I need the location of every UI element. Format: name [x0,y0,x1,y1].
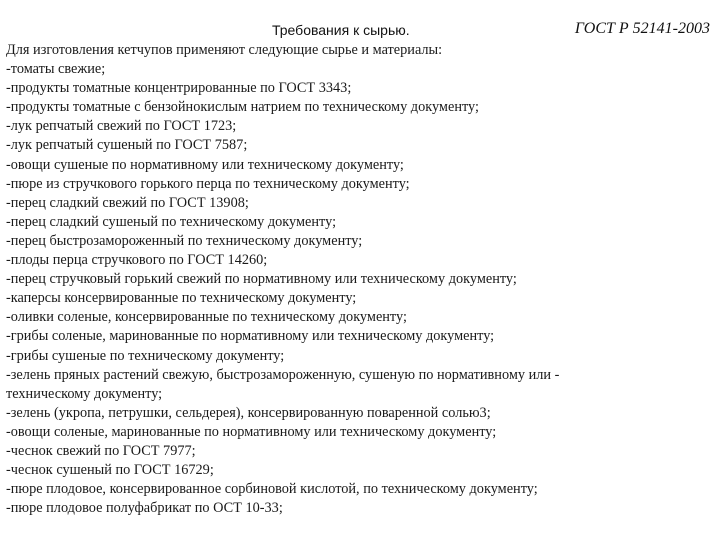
list-item: -чеснок сушеный по ГОСТ 16729; [6,462,214,479]
list-item: -грибы соленые, маринованные по нормативному или техническому документу; [6,328,495,345]
standard-code: ГОСТ Р 52141-2003 [574,20,710,37]
list-item: -чеснок свежий по ГОСТ 7977; [6,442,196,459]
list-item: -каперсы консервированные по техническому документу; [6,290,357,307]
list-item: -перец сладкий сушеный по техническому документу; [6,213,337,230]
list-item: -овощи сушеные по нормативному или техническому документу; [6,156,404,173]
list-item-continuation: техническому документу; [6,385,163,402]
list-item: -перец стручковый горький свежий по нормативному или техническому документу; [6,271,517,288]
list-item: -пюре из стручкового горького перца по техническому документу; [6,175,410,192]
list-item: -перец сладкий свежий по ГОСТ 13908; [6,194,249,211]
requirements-list [6,41,714,518]
list-item: -зелень (укропа, петрушки, сельдерея), консервированную поваренной солью3; [6,404,491,421]
list-item: -плоды перца стручкового по ГОСТ 14260; [6,252,268,269]
document-header [0,20,720,42]
list-item: -лук репчатый свежий по ГОСТ 1723; [6,118,237,135]
list-item: -овощи соленые, маринованные по нормативному или техническому документу; [6,423,497,440]
list-item: -перец быстрозамороженный по техническому документу; [6,232,363,249]
list-item: -продукты томатные концентрированные по ГОСТ 3343; [6,80,352,97]
list-item: -пюре плодовое, консервированное сорбиновой кислотой, по техническому документу; [6,481,538,498]
intro-line: Для изготовления кетчупов применяют следующие сырье и материалы: [6,42,443,58]
list-item: -грибы сушеные по техническому документу; [6,347,285,364]
list-item: -зелень пряных растений свежую, быстрозамороженную, сушеную по нормативному или - [6,366,560,383]
list-item: -томаты свежие; [6,61,106,78]
list-item: -пюре плодовое полуфабрикат по ОСТ 10-33; [6,500,283,517]
page-title: Требования к сырью. [272,22,410,38]
list-item: -оливки соленые, консервированные по техническому документу; [6,309,407,326]
list-item: -продукты томатные с бензойнокислым натрием по техническому документу; [6,99,479,116]
list-item: -лук репчатый сушеный по ГОСТ 7587; [6,137,248,154]
